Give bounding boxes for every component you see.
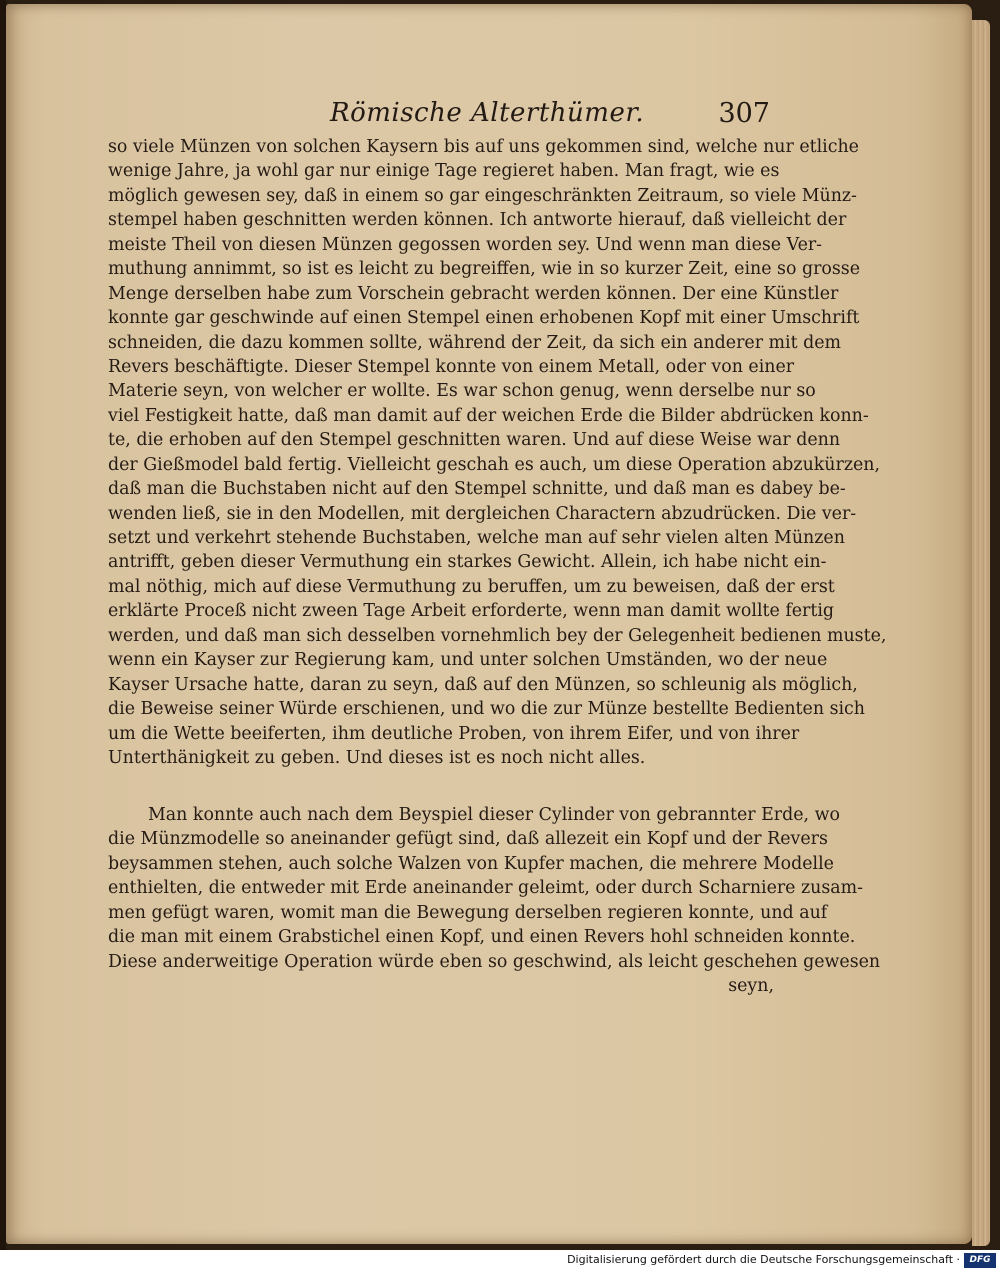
text-line: muthung annimmt, so ist es leicht zu begreiffen, wie in so kurzer Zeit, eine so grosse bbox=[108, 259, 861, 280]
text-line: enthielten, die entweder mit Erde aneinander geleimt, oder durch Scharniere zusam- bbox=[108, 878, 864, 899]
paragraph-2 bbox=[108, 803, 881, 999]
text-line: die Beweise seiner Würde erschienen, und wo die zur Münze bestellte Bedienten sich bbox=[108, 699, 865, 720]
running-head bbox=[200, 94, 780, 134]
text-line: stempel haben geschnitten werden können. Ich antworte hierauf, daß vielleicht der bbox=[108, 210, 847, 231]
text-line: die Münzmodelle so aneinander gefügt sind, daß allezeit ein Kopf und der Revers bbox=[108, 829, 828, 850]
footer-bar bbox=[0, 1250, 1000, 1272]
text-line: wenden ließ, sie in den Modellen, mit dergleichen Charactern abzudrücken. Die ver- bbox=[108, 503, 857, 524]
text-line: Materie seyn, von welcher er wollte. Es war schon genug, wenn derselbe nur so bbox=[108, 381, 816, 402]
text-line: te, die erhoben auf den Stempel geschnitten waren. Und auf diese Weise war denn bbox=[108, 430, 841, 451]
page-stack-edge bbox=[972, 20, 990, 1246]
text-line: wenn ein Kayser zur Regierung kam, und unter solchen Umständen, wo der neue bbox=[108, 650, 828, 671]
text-line: mal nöthig, mich auf diese Vermuthung zu beruffen, um zu beweisen, daß der erst bbox=[108, 576, 835, 597]
text-line: die man mit einem Grabstichel einen Kopf, und einen Revers hohl schneiden konnte. bbox=[108, 927, 856, 948]
text-line: so viele Münzen von solchen Kaysern bis auf uns gekommen sind, welche nur etliche bbox=[108, 137, 859, 157]
text-line: daß man die Buchstaben nicht auf den Stempel schnitte, und daß man es dabey be- bbox=[108, 479, 846, 500]
paragraph-1 bbox=[108, 135, 887, 770]
text-line: der Gießmodel bald fertig. Vielleicht geschah es auch, um diese Operation abzukürzen, bbox=[108, 454, 880, 475]
text-line: erklärte Proceß nicht zween Tage Arbeit erforderte, wenn man damit wollte fertig bbox=[108, 601, 835, 622]
text-line: Diese anderweitige Operation würde eben so geschwind, als leicht geschehen gewesen bbox=[108, 951, 881, 972]
text-line: beysammen stehen, auch solche Walzen von Kupfer machen, die mehrere Modelle bbox=[108, 853, 834, 874]
text-line: möglich gewesen sey, daß in einem so gar eingeschränkten Zeitraum, so viele Münz- bbox=[108, 185, 857, 206]
text-line: um die Wette beeiferten, ihm deutliche Proben, von ihrem Eifer, und von ihrer bbox=[108, 723, 800, 744]
text-line: Unterthänigkeit zu geben. Und dieses ist es noch nicht alles. bbox=[108, 747, 646, 768]
text-line: Menge derselben habe zum Vorschein gebracht werden können. Der eine Künstler bbox=[108, 283, 839, 304]
running-title: Römische Alterthümer. bbox=[330, 98, 645, 128]
text-line: Kayser Ursache hatte, daran zu seyn, daß auf den Münzen, so schleunig als möglich, bbox=[108, 674, 858, 695]
text-line: Man konnte auch nach dem Beyspiel dieser Cylinder von gebrannter Erde, wo bbox=[148, 805, 840, 825]
text-line: viel Festigkeit hatte, daß man damit auf der weichen Erde die Bilder abdrücken konn- bbox=[108, 405, 869, 426]
text-line: men gefügt waren, womit man die Bewegung derselben regieren konnte, und auf bbox=[108, 902, 828, 923]
text-line: werden, und daß man sich desselben vornehmlich bey der Gelegenheit bedienen muste, bbox=[108, 625, 887, 646]
text-line: Revers beschäftigte. Dieser Stempel konnte von einem Metall, oder von einer bbox=[108, 356, 795, 377]
text-line: wenige Jahre, ja wohl gar nur einige Tage regieret haben. Man fragt, wie es bbox=[108, 161, 780, 182]
text-line: meiste Theil von diesen Münzen gegossen worden sey. Und wenn man diese Ver- bbox=[108, 234, 823, 255]
text-line: antrifft, geben dieser Vermuthung ein starkes Gewicht. Allein, ich habe nicht ein- bbox=[108, 552, 827, 573]
text-line: schneiden, die dazu kommen sollte, während der Zeit, da sich ein anderer mit dem bbox=[108, 332, 842, 353]
text-line: seyn, bbox=[728, 976, 774, 997]
dfg-logo-icon: DFG bbox=[964, 1253, 996, 1268]
page-number: 307 bbox=[718, 98, 770, 129]
text-line: setzt und verkehrt stehende Buchstaben, welche man auf sehr vielen alten Münzen bbox=[108, 528, 845, 548]
text-line: konnte gar geschwinde auf einen Stempel einen erhobenen Kopf mit einer Umschrift bbox=[108, 308, 860, 329]
funding-credit: Digitalisierung gefördert durch die Deutsche Forschungsgemeinschaft · bbox=[567, 1253, 960, 1266]
